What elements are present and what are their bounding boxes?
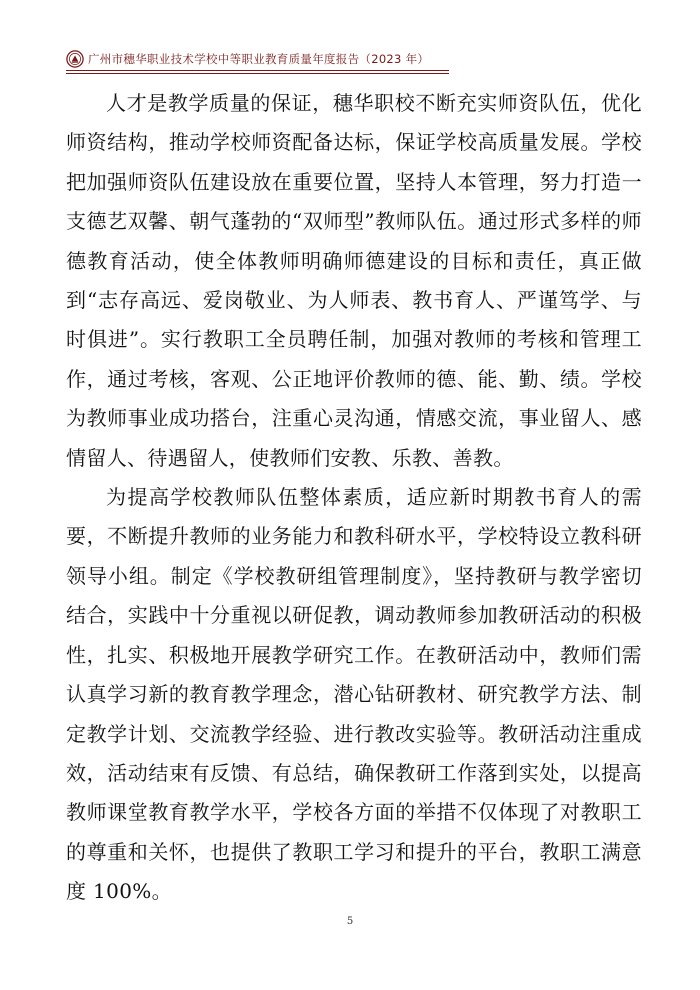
paragraph-teaching-staff: 人才是教学质量的保证，穗华职校不断充实师资队伍，优化师资结构，推动学校师资配备达标，保证学校高质量发展。学校把加强师资队伍建设放在重要位置，坚持人本管理，努力打造一支德艺双馨、朝气蓬勃的“双师型”教师队伍。通过形式多样的师德教育活动，使全体教师明确师德建设的目标和责任，真正做到“志存高远、爱岗敬业、为人师表、教书育人、严谨笃学、与时俱进”。实行教职工全员聘任制，加强对教师的考核和管理工作，通过考核，客观、公正地评价教师的德、能、勤、绩。学校为教师事业成功搭台，注重心灵沟通，情感交流，事业留人、感情留人、待遇留人，使教师们安教、乐教、善教。 <box>66 91 642 470</box>
document-body <box>66 84 642 912</box>
page-header <box>66 48 429 70</box>
header-rule-secondary <box>66 73 449 74</box>
header-rule <box>66 70 449 71</box>
school-seal-icon <box>66 50 84 68</box>
page-number: 5 <box>346 916 354 927</box>
header-title: 广州市穗华职业技术学校中等职业教育质量年度报告（2023 年） <box>88 52 430 66</box>
paragraph-teaching-research: 为提高学校教师队伍整体素质，适应新时期教书育人的需要，不断提升教师的业务能力和教科研水平，学校特设立教科研领导小组。制定《学校教研组管理制度》，坚持教研与教学密切结合，实践中十分重视以研促教，调动教师参加教研活动的积极性，扎实、积极地开展教学研究工作。在教研活动中，教师们需认真学习新的教育教学理念，潜心钻研教材、研究教学方法、制定教学计划、交流教学经验、进行教改实验等。教研活动注重成效，活动结束有反馈、有总结，确保教研工作落到实处，以提高教师课堂教育教学水平，学校各方面的举措不仅体现了对教职工的尊重和关怀，也提供了教职工学习和提升的平台，教职工满意度 100%。 <box>66 485 642 904</box>
